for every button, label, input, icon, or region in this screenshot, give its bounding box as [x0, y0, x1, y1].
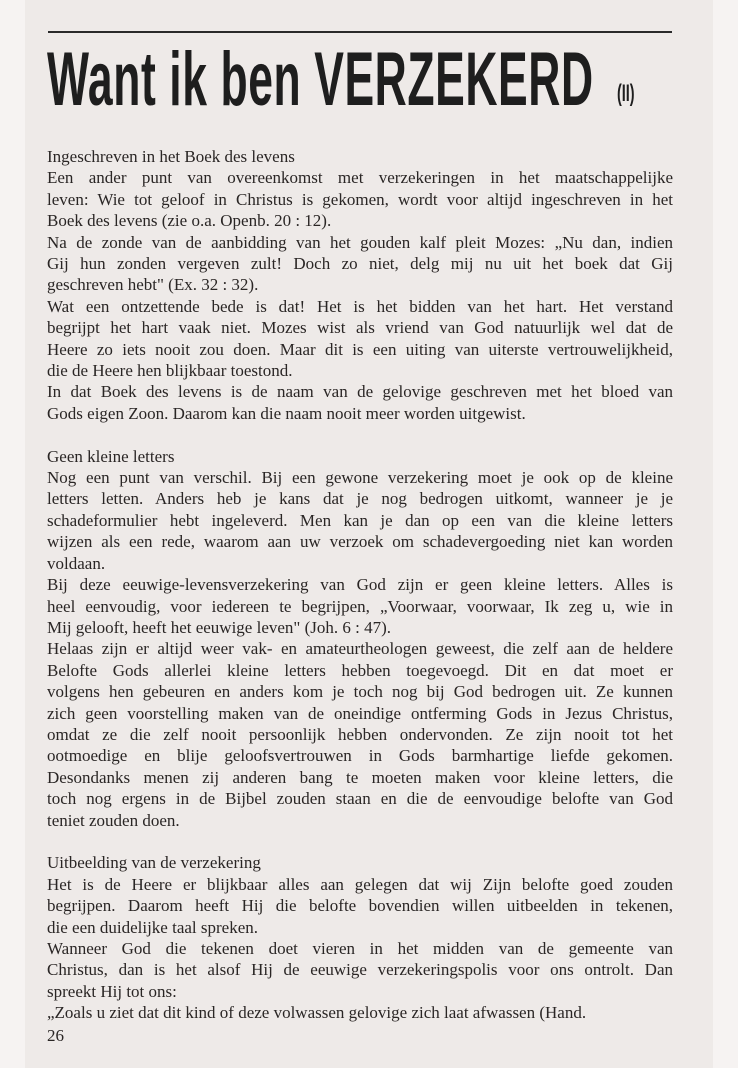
paragraph	[47, 381, 673, 424]
text-line: Boek des levens (zie o.a. Openb. 20 : 12).	[47, 211, 332, 231]
text-line: geschreven hebt" (Ex. 32 : 32).	[47, 275, 259, 295]
text-line: letters letten. Anders heb je kans dat je nog bedrogen uitkomt, wanneer je je	[47, 489, 673, 509]
text-line: die een duidelijke taal spreken.	[47, 917, 258, 937]
text-line: Wanneer God die tekenen doet vieren in het midden van de gemeente van	[47, 939, 673, 958]
text-line: Een ander punt van overeenkomst met verzekeringen in het maatschappelijke	[47, 168, 673, 188]
text-line: omdat ze die zelf nooit persoonlijk hebben ondervonden. Ze zijn nooit tot het	[47, 724, 673, 744]
text-line: Mij gelooft, heeft het eeuwige leven" (Joh. 6 : 47).	[47, 617, 392, 637]
section-heading: Ingeschreven in het Boek des levens	[47, 147, 295, 166]
text-line: Helaas zijn er altijd weer vak- en amateurtheologen geweest, die zelf aan de heldere	[47, 639, 673, 659]
top-rule	[48, 31, 672, 33]
text-line: Desondanks menen zij anderen bang te moeten maken voor kleine letters, die	[47, 767, 673, 787]
article-body	[47, 146, 673, 1045]
text-line: schadeformulier hebt ingeleverd. Men kan je dan op een van die kleine letters	[47, 510, 673, 530]
page-number: 26	[47, 1026, 64, 1045]
paragraph	[47, 574, 673, 638]
section-heading: Uitbeelding van de verzekering	[47, 853, 261, 873]
text-line: heel eenvoudig, voor iedereen te begrijpen, „Voorwaar, voorwaar, Ik zeg u, wie in	[47, 596, 673, 616]
text-line: Wat een ontzettende bede is dat! Het is het bidden van het hart. Het verstand	[47, 296, 673, 316]
text-line: „Zoals u ziet dat dit kind of deze volwassen gelovige zich laat afwassen (Hand.	[47, 1003, 587, 1023]
paragraph	[47, 467, 673, 574]
text-line: Gij hun zonden vergeven zult! Doch zo niet, delg mij nu uit het boek dat Gij	[47, 254, 673, 274]
text-line: toch nog ergens in de Bijbel zouden staan en die de eenvoudige belofte van God	[47, 789, 673, 809]
text-line: Bij deze eeuwige-levensverzekering van God zijn er geen kleine letters. Alles is	[47, 575, 673, 595]
article-section	[47, 146, 673, 424]
title-part-number: (II)	[617, 80, 635, 107]
text-line: voldaan.	[47, 553, 106, 573]
paragraph	[47, 1002, 673, 1023]
text-line: Nog een punt van verschil. Bij een gewone verzekering moet je ook op de kleine	[47, 468, 673, 488]
text-line: spreekt Hij tot ons:	[47, 981, 177, 1001]
text-line: Heere zo iets nooit zou doen. Maar dit is een uiting van uiterste vertrouwelijkheid,	[47, 339, 673, 359]
text-line: In dat Boek des levens is de naam van de gelovige geschreven met het bloed van	[47, 382, 673, 402]
text-line: Het is de Heere er blijkbaar alles aan gelegen dat wij Zijn belofte goed zouden	[47, 874, 673, 894]
paragraph	[47, 167, 673, 231]
section-heading: Geen kleine letters	[47, 446, 175, 466]
text-line: begrijpen. Daarom heeft Hij die belofte bovendien willen uitbeelden in tekenen,	[47, 896, 673, 916]
text-line: Gods eigen Zoon. Daarom kan die naam nooit meer worden uitgewist.	[47, 403, 526, 423]
text-line: wijzen als een rede, waarom aan uw verzoek om schadevergoeding niet kan worden	[47, 532, 673, 552]
text-line: Christus, dan is het alsof Hij de eeuwige verzekeringspolis voor ons ontrolt. Dan	[47, 960, 673, 980]
paragraph	[47, 296, 673, 382]
text-line: Na de zonde van de aanbidding van het gouden kalf pleit Mozes: „Nu dan, indien	[47, 232, 673, 252]
article-section	[47, 446, 673, 831]
paragraph	[47, 232, 673, 296]
paragraph	[47, 638, 673, 831]
text-line: zich geen voorstelling maken van de oneindige ontferming Gods in Jezus Christus,	[47, 703, 673, 723]
text-line: begrijpt het hart vaak niet. Mozes wist als vriend van God natuurlijk wel dat de	[47, 318, 673, 338]
text-line: ootmoedige en blije geloofsvertrouwen in Gods barmhartige liefde gekomen.	[47, 746, 673, 766]
text-line: Belofte Gods allerlei kleine letters hebben toegevoegd. Dit en dat moet er	[47, 660, 673, 680]
text-line: die de Heere hen blijkbaar toestond.	[47, 361, 293, 381]
page-title: Want ik ben VERZEKERD	[47, 37, 594, 122]
text-line: volgens hen gebeuren en anders kom je toch nog bij God bedrogen uit. Ze kunnen	[47, 682, 673, 702]
paragraph	[47, 938, 673, 1002]
paragraph	[47, 874, 673, 938]
text-line: leven: Wie tot geloof in Christus is gekomen, wordt voor altijd ingeschreven in het	[47, 189, 673, 209]
article-section	[47, 852, 673, 1023]
text-line: teniet zouden doen.	[47, 810, 180, 830]
